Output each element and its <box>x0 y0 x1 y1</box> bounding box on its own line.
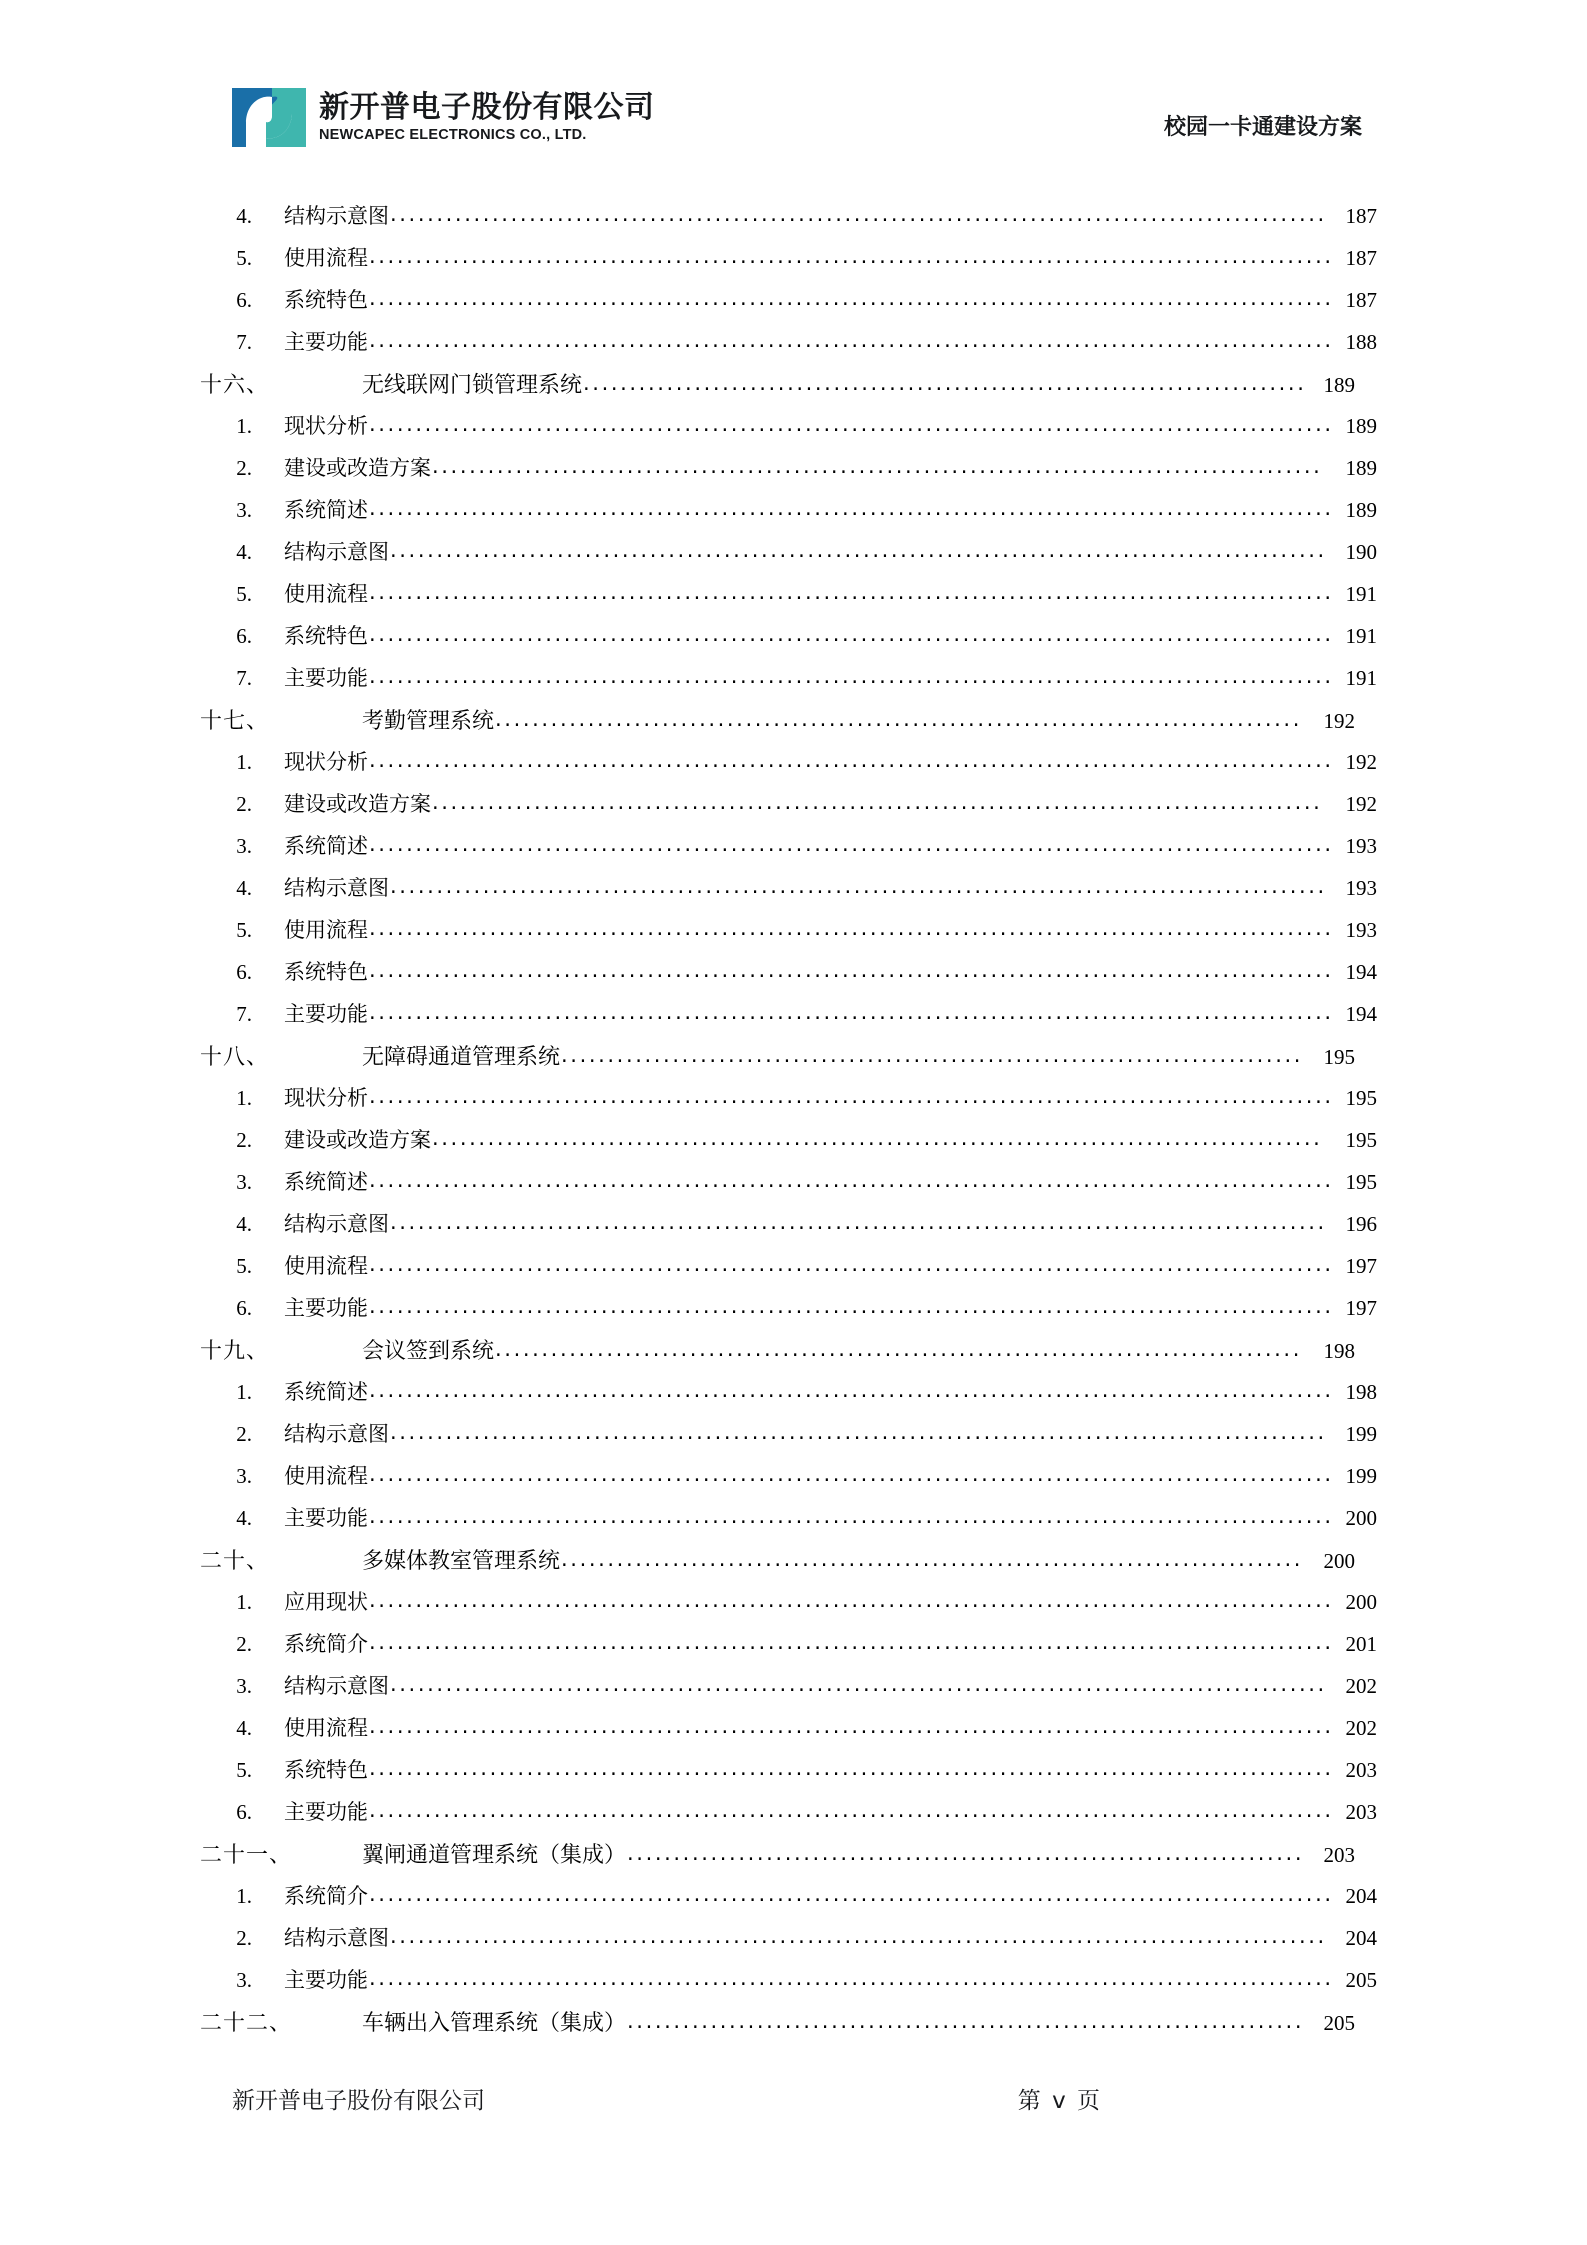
toc-subsection-entry[interactable] <box>200 1418 1377 1460</box>
toc-entry-label: 结构示意图 <box>284 204 389 228</box>
toc-entry-page-number: 201 <box>1345 1632 1377 1656</box>
toc-subsection-entry[interactable] <box>200 998 1377 1040</box>
toc-dot-leader <box>369 496 1331 520</box>
toc-entry-number: 7. <box>236 666 252 690</box>
toc-entry-number: 2. <box>236 456 252 480</box>
toc-dot-leader <box>432 1126 1324 1150</box>
toc-entry-label: 结构示意图 <box>284 1674 389 1698</box>
newcapec-logo-icon <box>232 88 306 147</box>
toc-dot-leader <box>369 328 1331 352</box>
toc-entry-label: 车辆出入管理系统（集成） <box>362 2011 627 2036</box>
toc-entry-number: 4. <box>236 1506 252 1530</box>
toc-entry-label: 系统特色 <box>284 624 368 648</box>
toc-entry-number: 4. <box>236 1212 252 1236</box>
toc-entry-page-number: 194 <box>1345 960 1377 984</box>
toc-subsection-entry[interactable] <box>200 1670 1377 1712</box>
toc-subsection-entry[interactable] <box>200 1166 1377 1208</box>
toc-entry-number: 二十、 <box>200 1549 270 1574</box>
table-of-contents <box>0 200 1587 2048</box>
toc-dot-leader <box>369 1504 1331 1528</box>
toc-subsection-entry[interactable] <box>200 1292 1377 1334</box>
toc-entry-number: 5. <box>236 1254 252 1278</box>
toc-entry-number: 十六、 <box>200 373 270 398</box>
toc-subsection-entry[interactable] <box>200 620 1377 662</box>
toc-entry-number: 十七、 <box>200 709 270 734</box>
toc-entry-page-number: 187 <box>1345 246 1377 270</box>
company-name-cn: 新开普电子股份有限公司 <box>319 89 655 125</box>
toc-subsection-entry[interactable] <box>200 914 1377 956</box>
toc-entry-label: 系统特色 <box>284 288 368 312</box>
toc-entry-number: 1. <box>236 750 252 774</box>
toc-entry-number: 4. <box>236 876 252 900</box>
toc-dot-leader <box>390 1210 1324 1234</box>
toc-entry-number: 3. <box>236 498 252 522</box>
toc-entry-number: 7. <box>236 1002 252 1026</box>
toc-dot-leader <box>369 244 1331 268</box>
toc-dot-leader <box>627 1841 1302 1865</box>
toc-dot-leader <box>390 874 1324 898</box>
toc-dot-leader <box>369 286 1331 310</box>
toc-entry-label: 使用流程 <box>284 246 368 270</box>
toc-dot-leader <box>495 707 1302 731</box>
toc-subsection-entry[interactable] <box>200 1082 1377 1124</box>
toc-entry-label: 系统简述 <box>284 1380 368 1404</box>
toc-dot-leader <box>369 580 1331 604</box>
toc-dot-leader <box>369 1756 1331 1780</box>
toc-entry-page-number: 203 <box>1323 1843 1355 1867</box>
toc-entry-page-number: 195 <box>1345 1128 1377 1152</box>
toc-entry-page-number: 203 <box>1345 1758 1377 1782</box>
toc-section-entry[interactable] <box>200 1838 1355 1880</box>
toc-dot-leader <box>390 1672 1324 1696</box>
toc-entry-page-number: 193 <box>1345 876 1377 900</box>
toc-subsection-entry[interactable] <box>200 284 1377 326</box>
toc-entry-number: 1. <box>236 1884 252 1908</box>
toc-entry-number: 4. <box>236 540 252 564</box>
toc-entry-page-number: 187 <box>1345 204 1377 228</box>
toc-subsection-entry[interactable] <box>200 1124 1377 1166</box>
toc-entry-number: 4. <box>236 204 252 228</box>
toc-entry-number: 2. <box>236 1422 252 1446</box>
toc-entry-label: 无障碍通道管理系统 <box>362 1045 561 1070</box>
toc-entry-label: 建设或改造方案 <box>284 456 431 480</box>
toc-entry-page-number: 193 <box>1345 834 1377 858</box>
toc-entry-page-number: 193 <box>1345 918 1377 942</box>
toc-entry-number: 2. <box>236 1926 252 1950</box>
toc-dot-leader <box>369 1588 1331 1612</box>
toc-entry-page-number: 188 <box>1345 330 1377 354</box>
toc-entry-label: 系统简介 <box>284 1884 368 1908</box>
toc-entry-label: 现状分析 <box>284 414 368 438</box>
toc-dot-leader <box>369 1000 1331 1024</box>
toc-subsection-entry[interactable] <box>200 788 1377 830</box>
footer-company-name: 新开普电子股份有限公司 <box>232 2088 485 2114</box>
toc-dot-leader <box>561 1043 1302 1067</box>
toc-entry-page-number: 190 <box>1345 540 1377 564</box>
toc-entry-label: 结构示意图 <box>284 1422 389 1446</box>
toc-entry-number: 二十一、 <box>200 1843 293 1868</box>
toc-entry-page-number: 197 <box>1345 1254 1377 1278</box>
toc-section-entry[interactable] <box>200 2006 1355 2048</box>
toc-entry-label: 使用流程 <box>284 918 368 942</box>
toc-entry-label: 结构示意图 <box>284 1212 389 1236</box>
page-header <box>0 88 1587 172</box>
toc-entry-number: 十八、 <box>200 1045 270 1070</box>
toc-entry-label: 系统特色 <box>284 960 368 984</box>
toc-entry-label: 主要功能 <box>284 1968 368 1992</box>
toc-dot-leader <box>369 1252 1331 1276</box>
document-title: 校园一卡通建设方案 <box>1163 115 1362 140</box>
toc-entry-number: 6. <box>236 288 252 312</box>
toc-entry-label: 主要功能 <box>284 1800 368 1824</box>
toc-subsection-entry[interactable] <box>200 326 1377 368</box>
toc-entry-label: 主要功能 <box>284 1296 368 1320</box>
toc-entry-label: 考勤管理系统 <box>362 709 495 734</box>
toc-entry-label: 系统简述 <box>284 834 368 858</box>
toc-entry-page-number: 192 <box>1345 750 1377 774</box>
toc-entry-label: 结构示意图 <box>284 876 389 900</box>
toc-dot-leader <box>369 1378 1331 1402</box>
toc-dot-leader <box>627 2009 1302 2033</box>
toc-subsection-entry[interactable] <box>200 578 1377 620</box>
toc-entry-page-number: 192 <box>1323 709 1355 733</box>
company-name-en: NEWCAPEC ELECTRONICS CO., LTD. <box>319 126 587 143</box>
toc-dot-leader <box>369 622 1331 646</box>
toc-entry-number: 3. <box>236 1464 252 1488</box>
toc-subsection-entry[interactable] <box>200 1964 1377 2006</box>
toc-subsection-entry[interactable] <box>200 1922 1377 1964</box>
toc-entry-number: 2. <box>236 1128 252 1152</box>
toc-entry-label: 结构示意图 <box>284 540 389 564</box>
toc-dot-leader <box>369 1714 1331 1738</box>
toc-entry-label: 无线联网门锁管理系统 <box>362 373 583 398</box>
toc-entry-page-number: 191 <box>1345 624 1377 648</box>
toc-subsection-entry[interactable] <box>200 1250 1377 1292</box>
toc-subsection-entry[interactable] <box>200 1712 1377 1754</box>
toc-section-entry[interactable] <box>200 704 1355 746</box>
toc-entry-page-number: 200 <box>1345 1506 1377 1530</box>
toc-entry-page-number: 205 <box>1345 1968 1377 1992</box>
toc-dot-leader <box>369 748 1331 772</box>
toc-entry-label: 使用流程 <box>284 1716 368 1740</box>
toc-entry-label: 使用流程 <box>284 1254 368 1278</box>
toc-entry-label: 系统简介 <box>284 1632 368 1656</box>
toc-subsection-entry[interactable] <box>200 410 1377 452</box>
toc-dot-leader <box>390 1420 1324 1444</box>
toc-dot-leader <box>390 538 1324 562</box>
toc-dot-leader <box>432 454 1324 478</box>
toc-subsection-entry[interactable] <box>200 1208 1377 1250</box>
toc-subsection-entry[interactable] <box>200 1880 1377 1922</box>
toc-entry-number: 3. <box>236 1674 252 1698</box>
company-brand <box>232 88 655 147</box>
toc-entry-page-number: 197 <box>1345 1296 1377 1320</box>
toc-subsection-entry[interactable] <box>200 1628 1377 1670</box>
toc-section-entry[interactable] <box>200 368 1355 410</box>
toc-entry-page-number: 187 <box>1345 288 1377 312</box>
toc-entry-page-number: 198 <box>1345 1380 1377 1404</box>
toc-entry-page-number: 200 <box>1323 1549 1355 1573</box>
toc-entry-page-number: 195 <box>1345 1170 1377 1194</box>
toc-entry-label: 建设或改造方案 <box>284 792 431 816</box>
toc-entry-number: 6. <box>236 624 252 648</box>
toc-entry-label: 应用现状 <box>284 1590 368 1614</box>
toc-subsection-entry[interactable] <box>200 494 1377 536</box>
toc-dot-leader <box>369 1882 1331 1906</box>
toc-dot-leader <box>369 916 1331 940</box>
toc-subsection-entry[interactable] <box>200 200 1377 242</box>
toc-dot-leader <box>561 1547 1302 1571</box>
toc-entry-page-number: 191 <box>1345 582 1377 606</box>
toc-dot-leader <box>369 1630 1331 1654</box>
page-footer <box>0 2082 1587 2115</box>
toc-subsection-entry[interactable] <box>200 536 1377 578</box>
toc-dot-leader <box>369 664 1331 688</box>
toc-entry-label: 系统特色 <box>284 1758 368 1782</box>
toc-entry-number: 1. <box>236 1380 252 1404</box>
toc-entry-number: 5. <box>236 582 252 606</box>
toc-entry-number: 3. <box>236 1170 252 1194</box>
toc-entry-page-number: 189 <box>1345 456 1377 480</box>
toc-entry-page-number: 198 <box>1323 1339 1355 1363</box>
toc-subsection-entry[interactable] <box>200 1376 1377 1418</box>
toc-subsection-entry[interactable] <box>200 242 1377 284</box>
toc-entry-number: 二十二、 <box>200 2011 293 2036</box>
toc-entry-page-number: 199 <box>1345 1422 1377 1446</box>
toc-entry-page-number: 194 <box>1345 1002 1377 1026</box>
toc-entry-number: 6. <box>236 1296 252 1320</box>
toc-dot-leader <box>369 832 1331 856</box>
toc-entry-page-number: 192 <box>1345 792 1377 816</box>
brand-text-block <box>319 89 655 143</box>
toc-subsection-entry[interactable] <box>200 1796 1377 1838</box>
toc-entry-label: 使用流程 <box>284 582 368 606</box>
toc-entry-label: 主要功能 <box>284 330 368 354</box>
toc-entry-number: 3. <box>236 834 252 858</box>
toc-entry-label: 主要功能 <box>284 1002 368 1026</box>
toc-entry-number: 十九、 <box>200 1339 270 1364</box>
toc-entry-number: 1. <box>236 1086 252 1110</box>
toc-subsection-entry[interactable] <box>200 452 1377 494</box>
toc-entry-label: 翼闸通道管理系统（集成） <box>362 1843 627 1868</box>
toc-entry-page-number: 200 <box>1345 1590 1377 1614</box>
toc-entry-label: 系统简述 <box>284 1170 368 1194</box>
toc-dot-leader <box>369 1294 1331 1318</box>
toc-dot-leader <box>390 202 1324 226</box>
toc-entry-page-number: 205 <box>1323 2011 1355 2035</box>
toc-dot-leader <box>369 1168 1331 1192</box>
toc-entry-page-number: 189 <box>1345 414 1377 438</box>
toc-subsection-entry[interactable] <box>200 1586 1377 1628</box>
toc-entry-label: 现状分析 <box>284 750 368 774</box>
toc-dot-leader <box>583 371 1302 395</box>
toc-entry-page-number: 203 <box>1345 1800 1377 1824</box>
toc-entry-number: 2. <box>236 1632 252 1656</box>
toc-entry-page-number: 196 <box>1345 1212 1377 1236</box>
toc-entry-label: 使用流程 <box>284 1464 368 1488</box>
toc-entry-label: 现状分析 <box>284 1086 368 1110</box>
toc-entry-page-number: 195 <box>1323 1045 1355 1069</box>
toc-subsection-entry[interactable] <box>200 1502 1377 1544</box>
toc-dot-leader <box>369 412 1331 436</box>
toc-subsection-entry[interactable] <box>200 1754 1377 1796</box>
toc-entry-page-number: 204 <box>1345 1884 1377 1908</box>
toc-entry-label: 会议签到系统 <box>362 1339 495 1364</box>
footer-page-number: 第 v 页 <box>1017 2088 1102 2114</box>
toc-entry-label: 建设或改造方案 <box>284 1128 431 1152</box>
toc-entry-number: 6. <box>236 1800 252 1824</box>
toc-dot-leader <box>432 790 1324 814</box>
toc-entry-page-number: 195 <box>1345 1086 1377 1110</box>
toc-dot-leader <box>369 958 1331 982</box>
toc-subsection-entry[interactable] <box>200 662 1377 704</box>
toc-dot-leader <box>369 1084 1331 1108</box>
toc-section-entry[interactable] <box>200 1334 1355 1376</box>
toc-entry-number: 4. <box>236 1716 252 1740</box>
toc-dot-leader <box>369 1462 1331 1486</box>
toc-entry-page-number: 202 <box>1345 1716 1377 1740</box>
toc-entry-label: 多媒体教室管理系统 <box>362 1549 561 1574</box>
toc-entry-label: 系统简述 <box>284 498 368 522</box>
toc-dot-leader <box>390 1924 1324 1948</box>
toc-entry-number: 1. <box>236 1590 252 1614</box>
toc-entry-label: 主要功能 <box>284 1506 368 1530</box>
toc-entry-label: 结构示意图 <box>284 1926 389 1950</box>
toc-entry-number: 5. <box>236 1758 252 1782</box>
toc-subsection-entry[interactable] <box>200 830 1377 872</box>
toc-dot-leader <box>495 1337 1302 1361</box>
toc-entry-number: 6. <box>236 960 252 984</box>
toc-subsection-entry[interactable] <box>200 746 1377 788</box>
toc-entry-number: 2. <box>236 792 252 816</box>
toc-entry-page-number: 204 <box>1345 1926 1377 1950</box>
toc-subsection-entry[interactable] <box>200 872 1377 914</box>
toc-entry-number: 7. <box>236 330 252 354</box>
toc-entry-number: 5. <box>236 246 252 270</box>
toc-entry-label: 主要功能 <box>284 666 368 690</box>
toc-subsection-entry[interactable] <box>200 956 1377 998</box>
toc-entry-number: 5. <box>236 918 252 942</box>
toc-dot-leader <box>369 1798 1331 1822</box>
toc-entry-page-number: 199 <box>1345 1464 1377 1488</box>
toc-entry-page-number: 189 <box>1323 373 1355 397</box>
toc-dot-leader <box>369 1966 1331 1990</box>
toc-section-entry[interactable] <box>200 1544 1355 1586</box>
toc-entry-page-number: 191 <box>1345 666 1377 690</box>
toc-section-entry[interactable] <box>200 1040 1355 1082</box>
toc-entry-number: 1. <box>236 414 252 438</box>
toc-subsection-entry[interactable] <box>200 1460 1377 1502</box>
toc-entry-page-number: 189 <box>1345 498 1377 522</box>
toc-entry-page-number: 202 <box>1345 1674 1377 1698</box>
toc-entry-number: 3. <box>236 1968 252 1992</box>
